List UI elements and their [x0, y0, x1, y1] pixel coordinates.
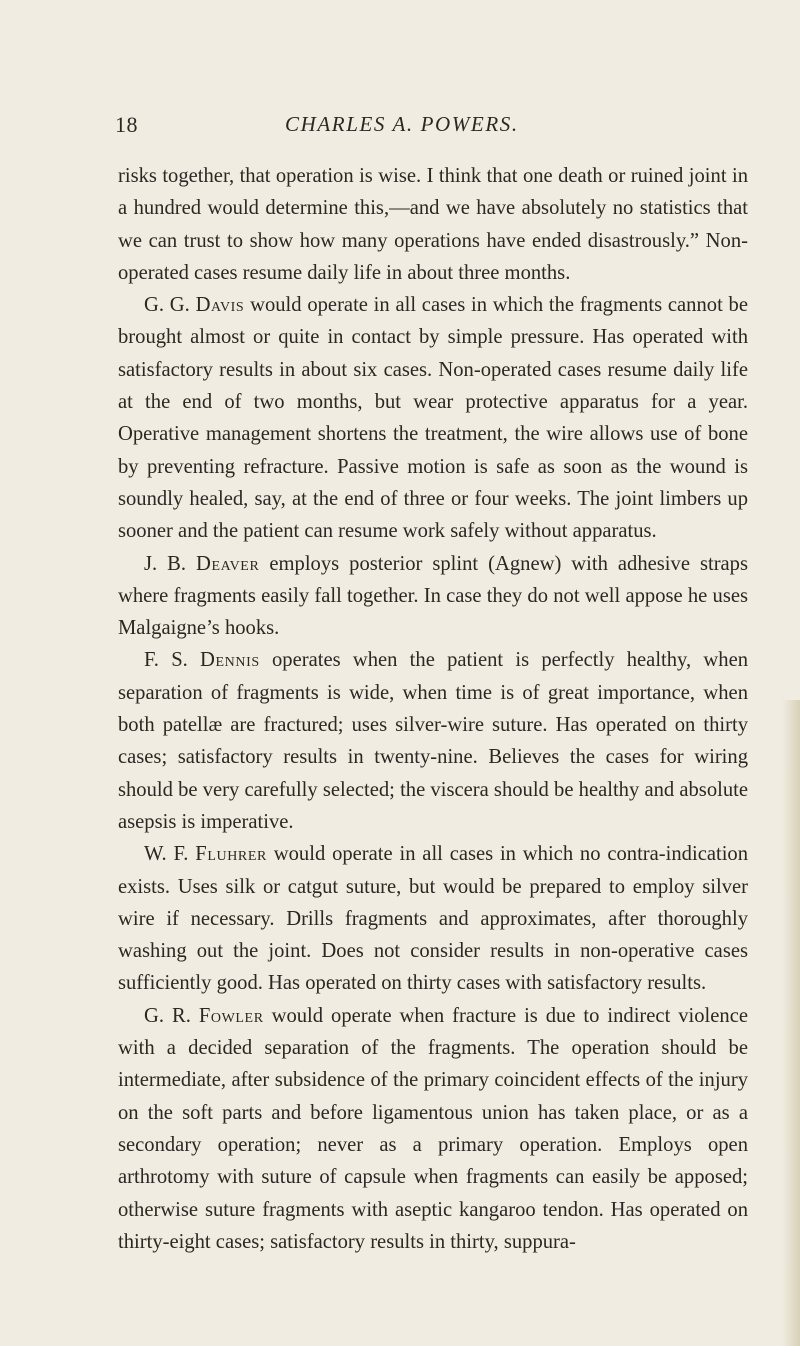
- author-surname: Dennis: [200, 649, 260, 672]
- author-surname: Davis: [195, 294, 245, 317]
- paragraph-text: would operate when fracture is due to indirect violence with a decided separation of the fragments. The operation should be intermediate, after subsidence of the primary coincident effects of the injury on the soft parts and before ligamentous union has taken place, or as a secondary operation; never as a primary operation. Employs open arthrotomy with suture of capsule when fragments can easily be apposed; otherwise suture fragments with aseptic kangaroo tendon. Has operated on thirty-eight cases; satisfactory results in thirty, suppura-: [118, 1004, 748, 1253]
- author-surname: Deaver: [196, 552, 260, 575]
- running-head: CHARLES A. POWERS.: [285, 112, 519, 136]
- paragraph-dennis: [118, 644, 748, 838]
- paragraph-fluhrer: [118, 838, 748, 999]
- page-header: [115, 112, 735, 142]
- author-initials: F. S.: [144, 649, 188, 672]
- paragraph-fowler: [118, 1000, 748, 1258]
- author-initials: G. R.: [144, 1004, 191, 1027]
- author-initials: W. F.: [144, 843, 189, 866]
- paragraph-davis: [118, 289, 748, 547]
- author-initials: J. B.: [144, 552, 187, 575]
- paragraph-text: risks together, that operation is wise. I think that one death or ruined joint in a hundred would determine this,—and we have absolutely no statistics that we can trust to show how many operations have ended disastrously.” Non-operated cases resume daily life in about three months.: [118, 165, 748, 284]
- paragraph-text: operates when the patient is perfectly healthy, when separation of fragments is wide, when time is of great importance, when both patellæ are fractured; uses silver-wire suture. Has operated on thirty cases; satisfactory results in twenty-nine. Believes the cases for wiring should be very carefully selected; the viscera should be healthy and absolute asepsis is imperative.: [118, 649, 749, 833]
- paragraph-text: would operate in all cases in which no contra-indication exists. Uses silk or catgut suture, but would be prepared to employ silver wire if necessary. Drills fragments and approximates, after thoroughly washing out the joint. Does not consider results in non-operative cases sufficiently good. Has operated on thirty cases with satisfactory results.: [118, 843, 749, 995]
- paragraph-text: would operate in all cases in which the fragments cannot be brought almost or quite in contact by simple pressure. Has operated with satisfactory results in about six cases. Non-operated cases resume daily life at the end of two months, but wear protective apparatus for a year. Operative management shortens the treatment, the wire allows use of bone by preventing refracture. Passive motion is safe as soon as the wound is soundly healed, say, at the end of three or four weeks. The joint limbers up sooner and the patient can resume work safely without apparatus.: [118, 294, 748, 543]
- paragraph-text: employs posterior splint (Agnew) with adhesive straps where fragments easily fall together. In case they do not well appose he uses Malgaigne’s hooks.: [118, 552, 748, 640]
- author-initials: G. G.: [144, 294, 190, 317]
- page-edge-stain: [782, 700, 800, 1346]
- paragraph-deaver: [118, 548, 748, 645]
- author-surname: Fluhrer: [195, 843, 267, 866]
- author-surname: Fowler: [198, 1004, 264, 1027]
- paragraph-1: [118, 160, 748, 289]
- body-text: [118, 160, 748, 1258]
- page-number: 18: [115, 112, 138, 137]
